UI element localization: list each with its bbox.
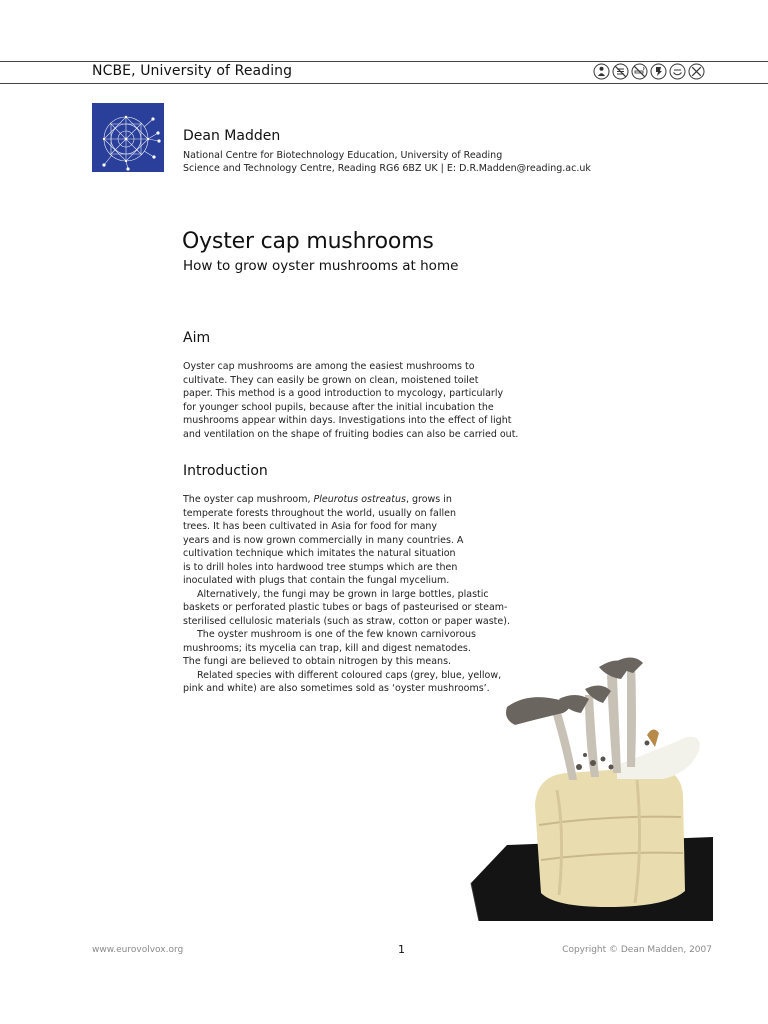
intro-text-fragment: , grows in [405,494,452,505]
document-title: Oyster cap mushrooms [182,229,434,254]
document-subtitle: How to grow oyster mushrooms at home [183,258,459,274]
footer-copyright: Copyright © Dean Madden, 2007 [562,945,712,955]
author-affiliation-line1: National Centre for Biotechnology Education, University of Reading [183,150,503,161]
intro-line: cultivation technique which imitates the natural situation [183,548,456,559]
intro-line: inoculated with plugs that contain the fungal mycelium. [183,575,450,586]
person-icon [593,63,610,80]
intro-line: baskets or perforated plastic tubes or bags of pasteurised or steam- [183,602,508,613]
intro-line: temperate forests throughout the world, usually on fallen [183,507,456,519]
safety-icons [593,63,705,80]
aim-line: and ventilation on the shape of fruiting bodies can also be carried out. [183,428,519,440]
introduction-paragraph [183,493,510,696]
page-number: 1 [398,943,405,956]
intro-line: trees. It has been cultivated in Asia for food for many [183,521,438,532]
intro-line: Related species with different coloured caps (grey, blue, yellow, [197,669,502,681]
safety-hazard-icon [650,63,667,80]
aim-line: for younger school pupils, because after the initial incubation the [183,401,494,413]
aim-line: mushrooms appear within days. Investigations into the effect of light [183,415,512,426]
cleanup-icon [669,63,686,80]
author-affiliation-line2: Science and Technology Centre, Reading RG6 6BZ UK | E: D.R.Madden@reading.ac.uk [183,163,591,174]
intro-line: mushrooms; its mycelia can trap, kill and digest nematodes. [183,642,471,654]
intro-line: pink and white) are also sometimes sold as ‘oyster mushrooms’. [183,683,490,694]
header-bottom-rule [0,83,768,84]
intro-line: is to drill holes into hardwood tree stumps which are then [183,561,458,573]
aim-line: cultivate. They can easily be grown on clean, moistened toilet [183,374,479,386]
oyster-mushroom-photo [467,655,713,921]
intro-line [183,493,510,507]
no-smoking-icon [631,63,648,80]
header-top-rule [0,61,768,62]
header-title: NCBE, University of Reading [92,63,293,79]
author-name: Dean Madden [183,128,281,144]
footer-website: www.eurovolvox.org [92,945,184,955]
intro-line: years and is now grown commercially in many countries. A [183,534,464,546]
ncbe-logo [92,103,164,172]
aim-heading: Aim [183,330,211,346]
intro-line: The fungi are believed to obtain nitrogen by this means. [183,656,452,667]
intro-line: sterilised cellulosic materials (such as straw, cotton or paper waste). [183,615,510,627]
introduction-heading: Introduction [183,463,268,479]
intro-line: Alternatively, the fungi may be grown in large bottles, plastic [197,588,489,600]
no-contact-icon [688,63,705,80]
intro-text-fragment: The oyster cap mushroom, [183,494,314,505]
aim-line: paper. This method is a good introduction to mycology, particularly [183,388,504,399]
intro-line: The oyster mushroom is one of the few known carnivorous [197,629,476,640]
species-name: Pleurotus ostreatus [313,494,406,505]
no-eating-icon [612,63,629,80]
aim-line: Oyster cap mushrooms are among the easiest mushrooms to [183,361,475,372]
aim-paragraph [183,360,518,441]
